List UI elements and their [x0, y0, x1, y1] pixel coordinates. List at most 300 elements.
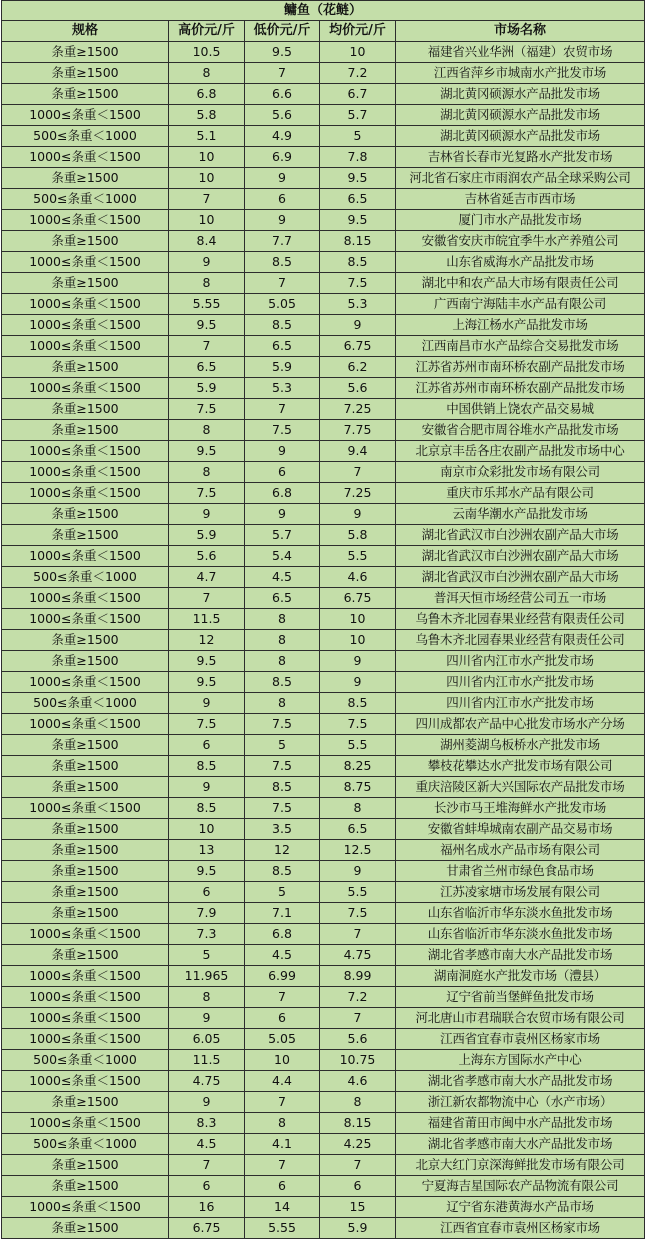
cell-avg-price: 9 [320, 315, 396, 336]
cell-low-price: 8.5 [245, 777, 320, 798]
cell-low-price: 7 [245, 1092, 320, 1113]
cell-market-name: 江苏凌家塘市场发展有限公司 [396, 882, 645, 903]
cell-low-price: 9 [245, 210, 320, 231]
cell-market-name: 重庆涪陵区新大兴国际农产品批发市场 [396, 777, 645, 798]
table-row [2, 651, 645, 672]
cell-market-name: 湖北省孝感市南大水产品批发市场 [396, 1134, 645, 1155]
cell-low-price: 4.1 [245, 1134, 320, 1155]
cell-market-name: 湖北黄冈硕源水产品批发市场 [396, 126, 645, 147]
cell-avg-price: 10 [320, 630, 396, 651]
cell-low-price: 8 [245, 630, 320, 651]
cell-high-price: 4.5 [169, 1134, 245, 1155]
table-row [2, 126, 645, 147]
cell-low-price: 4.4 [245, 1071, 320, 1092]
cell-avg-price: 4.25 [320, 1134, 396, 1155]
cell-high-price: 6.75 [169, 1218, 245, 1239]
cell-high-price: 12 [169, 630, 245, 651]
cell-avg-price: 5.5 [320, 546, 396, 567]
cell-high-price: 8 [169, 63, 245, 84]
cell-avg-price: 9.4 [320, 441, 396, 462]
cell-spec: 条重≥1500 [2, 1176, 169, 1197]
cell-low-price: 7.1 [245, 903, 320, 924]
cell-market-name: 云南华潮水产品批发市场 [396, 504, 645, 525]
cell-avg-price: 8 [320, 1092, 396, 1113]
cell-low-price: 9 [245, 168, 320, 189]
cell-market-name: 湖北省武汉市白沙洲农副产品大市场 [396, 546, 645, 567]
table-row [2, 588, 645, 609]
header-spec: 规格 [2, 21, 169, 42]
cell-low-price: 6.6 [245, 84, 320, 105]
cell-spec: 1000≤条重＜1500 [2, 441, 169, 462]
cell-market-name: 宁夏海吉星国际农产品物流有限公司 [396, 1176, 645, 1197]
cell-market-name: 吉林省长春市光复路水产批发市场 [396, 147, 645, 168]
cell-avg-price: 5.5 [320, 882, 396, 903]
cell-high-price: 5.55 [169, 294, 245, 315]
cell-low-price: 7 [245, 987, 320, 1008]
cell-market-name: 四川省内江市水产批发市场 [396, 651, 645, 672]
cell-market-name: 上海江杨水产品批发市场 [396, 315, 645, 336]
cell-avg-price: 5.9 [320, 1218, 396, 1239]
cell-low-price: 5.4 [245, 546, 320, 567]
cell-low-price: 4.9 [245, 126, 320, 147]
cell-low-price: 5.05 [245, 1029, 320, 1050]
cell-spec: 1000≤条重＜1500 [2, 210, 169, 231]
cell-high-price: 5 [169, 945, 245, 966]
cell-spec: 500≤条重＜1000 [2, 693, 169, 714]
cell-high-price: 5.6 [169, 546, 245, 567]
table-row [2, 1008, 645, 1029]
cell-market-name: 福州名成水产品市场有限公司 [396, 840, 645, 861]
table-row [2, 714, 645, 735]
table-row [2, 1155, 645, 1176]
cell-high-price: 7.5 [169, 714, 245, 735]
cell-high-price: 16 [169, 1197, 245, 1218]
table-row [2, 1029, 645, 1050]
cell-market-name: 山东省临沂市华东淡水鱼批发市场 [396, 924, 645, 945]
cell-spec: 1000≤条重＜1500 [2, 1197, 169, 1218]
cell-high-price: 9 [169, 1092, 245, 1113]
cell-market-name: 江苏省苏州市南环桥农副产品批发市场 [396, 357, 645, 378]
cell-market-name: 安徽省安庆市皖宜季牛水产养殖公司 [396, 231, 645, 252]
cell-high-price: 11.5 [169, 609, 245, 630]
header-avg-price: 均价元/斤 [320, 21, 396, 42]
cell-spec: 1000≤条重＜1500 [2, 1029, 169, 1050]
cell-avg-price: 4.6 [320, 567, 396, 588]
cell-spec: 1000≤条重＜1500 [2, 315, 169, 336]
table-row [2, 945, 645, 966]
cell-market-name: 中国供销上饶农产品交易城 [396, 399, 645, 420]
cell-market-name: 湖北黄冈硕源水产品批发市场 [396, 84, 645, 105]
cell-avg-price: 9 [320, 672, 396, 693]
cell-market-name: 山东省临沂市华东淡水鱼批发市场 [396, 903, 645, 924]
cell-low-price: 9 [245, 441, 320, 462]
cell-avg-price: 10 [320, 609, 396, 630]
cell-spec: 1000≤条重＜1500 [2, 378, 169, 399]
cell-market-name: 湖北省武汉市白沙洲农副产品大市场 [396, 567, 645, 588]
cell-avg-price: 7.2 [320, 63, 396, 84]
cell-spec: 1000≤条重＜1500 [2, 336, 169, 357]
cell-high-price: 7.5 [169, 399, 245, 420]
cell-spec: 1000≤条重＜1500 [2, 462, 169, 483]
table-row [2, 63, 645, 84]
cell-high-price: 6 [169, 1176, 245, 1197]
cell-high-price: 8 [169, 420, 245, 441]
cell-high-price: 10.5 [169, 42, 245, 63]
table-row [2, 420, 645, 441]
cell-high-price: 9.5 [169, 441, 245, 462]
table-row [2, 1134, 645, 1155]
cell-spec: 条重≥1500 [2, 861, 169, 882]
cell-avg-price: 4.6 [320, 1071, 396, 1092]
cell-market-name: 江西省萍乡市城南水产批发市场 [396, 63, 645, 84]
table-row [2, 525, 645, 546]
cell-spec: 条重≥1500 [2, 756, 169, 777]
cell-spec: 条重≥1500 [2, 42, 169, 63]
cell-market-name: 厦门市水产品批发市场 [396, 210, 645, 231]
cell-avg-price: 8.99 [320, 966, 396, 987]
cell-spec: 条重≥1500 [2, 1155, 169, 1176]
cell-high-price: 8 [169, 462, 245, 483]
cell-spec: 1000≤条重＜1500 [2, 1008, 169, 1029]
cell-avg-price: 8.5 [320, 252, 396, 273]
cell-avg-price: 12.5 [320, 840, 396, 861]
cell-low-price: 6.8 [245, 483, 320, 504]
cell-market-name: 浙江新农都物流中心（水产市场） [396, 1092, 645, 1113]
cell-spec: 500≤条重＜1000 [2, 189, 169, 210]
table-row [2, 609, 645, 630]
table-row [2, 798, 645, 819]
cell-low-price: 8 [245, 651, 320, 672]
cell-avg-price: 7.8 [320, 147, 396, 168]
cell-low-price: 9 [245, 504, 320, 525]
cell-avg-price: 8.15 [320, 231, 396, 252]
cell-spec: 条重≥1500 [2, 84, 169, 105]
cell-low-price: 8 [245, 693, 320, 714]
cell-avg-price: 7 [320, 462, 396, 483]
cell-low-price: 7.5 [245, 420, 320, 441]
cell-low-price: 7.5 [245, 798, 320, 819]
table-row [2, 1071, 645, 1092]
cell-avg-price: 5.3 [320, 294, 396, 315]
cell-avg-price: 7.2 [320, 987, 396, 1008]
table-row [2, 273, 645, 294]
cell-market-name: 福建省兴业华洲（福建）农贸市场 [396, 42, 645, 63]
cell-spec: 1000≤条重＜1500 [2, 714, 169, 735]
cell-market-name: 辽宁省东港黄海水产品市场 [396, 1197, 645, 1218]
cell-avg-price: 7.5 [320, 714, 396, 735]
table-title-row [2, 1, 645, 21]
cell-avg-price: 7 [320, 924, 396, 945]
cell-spec: 条重≥1500 [2, 1092, 169, 1113]
table-row [2, 1197, 645, 1218]
cell-avg-price: 8 [320, 798, 396, 819]
cell-spec: 1000≤条重＜1500 [2, 924, 169, 945]
table-row [2, 1176, 645, 1197]
cell-market-name: 四川成都农产品中心批发市场水产分场 [396, 714, 645, 735]
table-row [2, 147, 645, 168]
header-low-price: 低价元/斤 [245, 21, 320, 42]
cell-market-name: 江苏省苏州市南环桥农副产品批发市场 [396, 378, 645, 399]
table-row [2, 777, 645, 798]
cell-spec: 500≤条重＜1000 [2, 126, 169, 147]
cell-low-price: 6 [245, 189, 320, 210]
table-row [2, 546, 645, 567]
cell-high-price: 5.9 [169, 525, 245, 546]
table-row [2, 357, 645, 378]
cell-market-name: 湖州菱湖乌板桥水产批发市场 [396, 735, 645, 756]
cell-avg-price: 8.25 [320, 756, 396, 777]
cell-high-price: 5.8 [169, 105, 245, 126]
cell-low-price: 5 [245, 882, 320, 903]
cell-high-price: 7 [169, 588, 245, 609]
cell-high-price: 10 [169, 147, 245, 168]
cell-low-price: 7 [245, 1155, 320, 1176]
cell-spec: 1000≤条重＜1500 [2, 1071, 169, 1092]
table-row [2, 735, 645, 756]
cell-low-price: 3.5 [245, 819, 320, 840]
cell-market-name: 安徽省合肥市周谷堆水产品批发市场 [396, 420, 645, 441]
cell-spec: 1000≤条重＜1500 [2, 966, 169, 987]
cell-spec: 1000≤条重＜1500 [2, 252, 169, 273]
table-row [2, 315, 645, 336]
cell-market-name: 江西南昌市水产品综合交易批发市场 [396, 336, 645, 357]
table-row [2, 903, 645, 924]
cell-low-price: 5.9 [245, 357, 320, 378]
cell-spec: 条重≥1500 [2, 630, 169, 651]
cell-high-price: 8 [169, 273, 245, 294]
cell-high-price: 9 [169, 504, 245, 525]
table-row [2, 294, 645, 315]
cell-spec: 条重≥1500 [2, 945, 169, 966]
table-row [2, 336, 645, 357]
table-row [2, 210, 645, 231]
cell-avg-price: 7.75 [320, 420, 396, 441]
cell-high-price: 4.7 [169, 567, 245, 588]
cell-low-price: 4.5 [245, 945, 320, 966]
cell-avg-price: 7 [320, 1155, 396, 1176]
cell-avg-price: 6.2 [320, 357, 396, 378]
cell-market-name: 上海东方国际水产中心 [396, 1050, 645, 1071]
table-row [2, 462, 645, 483]
cell-avg-price: 8.75 [320, 777, 396, 798]
cell-spec: 条重≥1500 [2, 168, 169, 189]
cell-market-name: 甘肃省兰州市绿色食品市场 [396, 861, 645, 882]
table-row [2, 42, 645, 63]
cell-avg-price: 6.5 [320, 189, 396, 210]
cell-market-name: 安徽省蚌埠城南农副产品交易市场 [396, 819, 645, 840]
cell-low-price: 5.3 [245, 378, 320, 399]
cell-high-price: 10 [169, 210, 245, 231]
cell-avg-price: 5 [320, 126, 396, 147]
table-row [2, 693, 645, 714]
cell-market-name: 普洱天恒市场经营公司五一市场 [396, 588, 645, 609]
cell-market-name: 广西南宁海陆丰水产品有限公司 [396, 294, 645, 315]
cell-high-price: 8.5 [169, 798, 245, 819]
cell-low-price: 7.5 [245, 756, 320, 777]
cell-avg-price: 5.6 [320, 378, 396, 399]
cell-avg-price: 4.75 [320, 945, 396, 966]
cell-high-price: 11.965 [169, 966, 245, 987]
cell-avg-price: 5.6 [320, 1029, 396, 1050]
table-row [2, 441, 645, 462]
cell-spec: 1000≤条重＜1500 [2, 798, 169, 819]
cell-low-price: 7.5 [245, 714, 320, 735]
cell-market-name: 湖北省武汉市白沙洲农副产品大市场 [396, 525, 645, 546]
cell-spec: 条重≥1500 [2, 231, 169, 252]
cell-market-name: 福建省莆田市闽中水产品批发市场 [396, 1113, 645, 1134]
table-row [2, 861, 645, 882]
cell-spec: 条重≥1500 [2, 273, 169, 294]
cell-low-price: 6.99 [245, 966, 320, 987]
cell-spec: 条重≥1500 [2, 903, 169, 924]
cell-avg-price: 7.5 [320, 903, 396, 924]
cell-low-price: 4.5 [245, 567, 320, 588]
cell-market-name: 北京大红门京深海鲜批发市场有限公司 [396, 1155, 645, 1176]
cell-high-price: 8 [169, 987, 245, 1008]
cell-high-price: 9.5 [169, 672, 245, 693]
cell-low-price: 14 [245, 1197, 320, 1218]
cell-avg-price: 9.5 [320, 168, 396, 189]
table-row [2, 567, 645, 588]
cell-market-name: 四川省内江市水产批发市场 [396, 693, 645, 714]
cell-market-name: 吉林省延吉市西市场 [396, 189, 645, 210]
cell-market-name: 北京京丰岳各庄农副产品批发市场中心 [396, 441, 645, 462]
cell-spec: 条重≥1500 [2, 357, 169, 378]
cell-spec: 500≤条重＜1000 [2, 567, 169, 588]
cell-high-price: 13 [169, 840, 245, 861]
table-title: 鳙鱼（花鲢） [2, 1, 645, 21]
cell-spec: 1000≤条重＜1500 [2, 588, 169, 609]
cell-high-price: 11.5 [169, 1050, 245, 1071]
table-row [2, 378, 645, 399]
table-row [2, 630, 645, 651]
cell-low-price: 7 [245, 273, 320, 294]
table-row [2, 1092, 645, 1113]
cell-low-price: 5.6 [245, 105, 320, 126]
cell-avg-price: 7 [320, 1008, 396, 1029]
cell-spec: 1000≤条重＜1500 [2, 147, 169, 168]
cell-market-name: 湖北中和农产品大市场有限责任公司 [396, 273, 645, 294]
table-row [2, 819, 645, 840]
table-row [2, 840, 645, 861]
cell-high-price: 8.3 [169, 1113, 245, 1134]
table-row [2, 1050, 645, 1071]
cell-low-price: 5.05 [245, 294, 320, 315]
cell-spec: 1000≤条重＜1500 [2, 294, 169, 315]
cell-spec: 条重≥1500 [2, 420, 169, 441]
cell-avg-price: 8.5 [320, 693, 396, 714]
cell-high-price: 10 [169, 168, 245, 189]
table-row [2, 1113, 645, 1134]
cell-spec: 1000≤条重＜1500 [2, 672, 169, 693]
cell-high-price: 9 [169, 252, 245, 273]
cell-avg-price: 8.15 [320, 1113, 396, 1134]
table-row [2, 504, 645, 525]
cell-low-price: 10 [245, 1050, 320, 1071]
cell-avg-price: 9 [320, 504, 396, 525]
cell-high-price: 6.8 [169, 84, 245, 105]
cell-low-price: 7 [245, 63, 320, 84]
cell-market-name: 重庆市乐邦水产品有限公司 [396, 483, 645, 504]
cell-low-price: 6 [245, 1176, 320, 1197]
table-row [2, 672, 645, 693]
cell-spec: 条重≥1500 [2, 735, 169, 756]
cell-spec: 条重≥1500 [2, 1218, 169, 1239]
cell-high-price: 6 [169, 735, 245, 756]
price-table [1, 0, 645, 1239]
table-row [2, 105, 645, 126]
table-row [2, 756, 645, 777]
cell-market-name: 攀枝花攀达水产批发市场有限公司 [396, 756, 645, 777]
cell-spec: 1000≤条重＜1500 [2, 1113, 169, 1134]
cell-spec: 条重≥1500 [2, 504, 169, 525]
cell-spec: 1000≤条重＜1500 [2, 105, 169, 126]
cell-low-price: 6.8 [245, 924, 320, 945]
cell-high-price: 8.4 [169, 231, 245, 252]
table-row [2, 966, 645, 987]
cell-high-price: 7 [169, 189, 245, 210]
cell-low-price: 7.7 [245, 231, 320, 252]
table-row [2, 252, 645, 273]
cell-market-name: 四川省内江市水产批发市场 [396, 672, 645, 693]
cell-high-price: 10 [169, 819, 245, 840]
cell-avg-price: 5.5 [320, 735, 396, 756]
cell-spec: 500≤条重＜1000 [2, 1050, 169, 1071]
cell-high-price: 9.5 [169, 315, 245, 336]
cell-spec: 1000≤条重＜1500 [2, 609, 169, 630]
cell-high-price: 8.5 [169, 756, 245, 777]
cell-high-price: 7.3 [169, 924, 245, 945]
cell-avg-price: 5.7 [320, 105, 396, 126]
cell-high-price: 9 [169, 777, 245, 798]
cell-high-price: 9.5 [169, 861, 245, 882]
table-row [2, 483, 645, 504]
cell-spec: 条重≥1500 [2, 819, 169, 840]
cell-market-name: 长沙市马王堆海鲜水产批发市场 [396, 798, 645, 819]
cell-low-price: 6 [245, 462, 320, 483]
cell-high-price: 7 [169, 1155, 245, 1176]
table-row [2, 987, 645, 1008]
cell-spec: 条重≥1500 [2, 63, 169, 84]
cell-high-price: 5.9 [169, 378, 245, 399]
cell-market-name: 河北省石家庄市雨润农产品全球采购公司 [396, 168, 645, 189]
cell-market-name: 湖北黄冈硕源水产品批发市场 [396, 105, 645, 126]
cell-market-name: 江西省宜春市袁州区杨家市场 [396, 1218, 645, 1239]
cell-low-price: 6.5 [245, 588, 320, 609]
cell-avg-price: 9.5 [320, 210, 396, 231]
cell-market-name: 乌鲁木齐北园春果业经营有限责任公司 [396, 630, 645, 651]
cell-high-price: 7 [169, 336, 245, 357]
cell-market-name: 湖北省孝感市南大水产品批发市场 [396, 1071, 645, 1092]
cell-market-name: 辽宁省前当堡鲜鱼批发市场 [396, 987, 645, 1008]
cell-market-name: 南京市众彩批发市场有限公司 [396, 462, 645, 483]
cell-spec: 条重≥1500 [2, 840, 169, 861]
cell-low-price: 6 [245, 1008, 320, 1029]
cell-avg-price: 7.5 [320, 273, 396, 294]
cell-high-price: 7.9 [169, 903, 245, 924]
cell-low-price: 7 [245, 399, 320, 420]
header-market-name: 市场名称 [396, 21, 645, 42]
cell-avg-price: 9 [320, 651, 396, 672]
cell-spec: 500≤条重＜1000 [2, 1134, 169, 1155]
cell-market-name: 江西省宜春市袁州区杨家市场 [396, 1029, 645, 1050]
cell-avg-price: 6 [320, 1176, 396, 1197]
header-high-price: 高价元/斤 [169, 21, 245, 42]
cell-high-price: 9 [169, 1008, 245, 1029]
cell-low-price: 9.5 [245, 42, 320, 63]
table-row [2, 231, 645, 252]
cell-high-price: 6 [169, 882, 245, 903]
